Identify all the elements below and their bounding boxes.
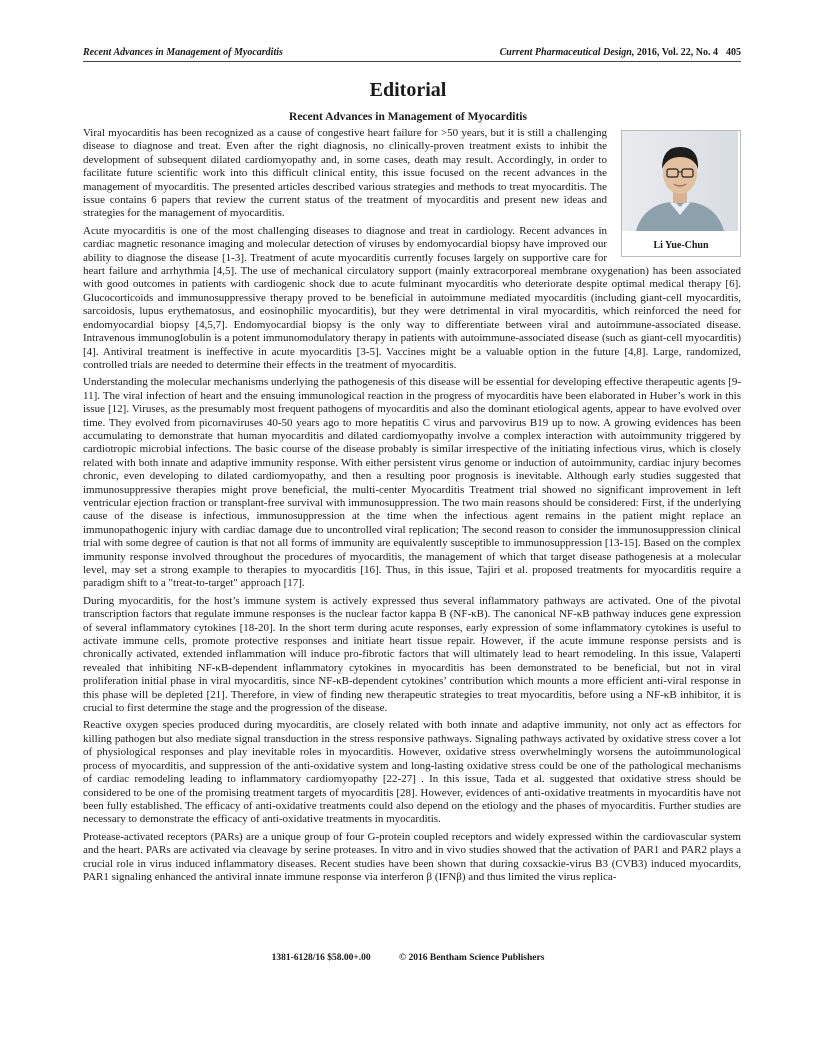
paragraph: Protease-activated receptors (PARs) are a unique group of four G-protein coupled receptors and widely expressed within the cardiovascular system and the heart. PARs are activated via cleavage by serine proteases. In vitro and in vivo studies showed that the activation of PAR1 and PAR2 plays a crucial role in virus induced inflammatory diseases. Recent studies have been shown that during coxsackie-virus B3 (CVB3) induced myocardits, PAR1 signaling enhanced the antiviral innate immune response via interferon β (IFNβ) and thus limited the virus replica- — [83, 830, 741, 883]
running-header — [83, 45, 741, 62]
author-portrait-photo — [622, 131, 738, 231]
journal-name: Current Pharmaceutical Design, — [499, 47, 635, 58]
section-title: Editorial — [369, 79, 447, 101]
copyright: © 2016 Bentham Science Publishers — [399, 953, 545, 963]
paragraph: Viral myocarditis has been recognized as a cause of congestive heart failure for >50 years, but it is still a challenging disease to diagnose and treat. Even after the right diagnosis, no clinically-proven treatment exists to inhibit the development of subsequent dilated cardiomyopathy and, in some cases, death may result. Accordingly, in order to facilitate future scientific work into this difficult clinical entity, this issue focused on the recent advances in the management of myocarditis. The presented articles described various strategies and methods to treat myocarditis. The issue contains 6 papers that review the current status of the treatment of myocarditis and present new ideas and strategies for the management of myocarditis. — [83, 127, 607, 220]
volume-issue: 2016, Vol. 22, No. 4 — [634, 47, 718, 58]
photo-caption: Li Yue-Chun — [653, 239, 709, 251]
author-figure — [621, 130, 741, 257]
paragraph: Acute myocarditis is one of the most challenging diseases to diagnose and treat in cardiology. Recent advances in cardiac magnetic resonance imaging and molecular detection of viruses by endomyocardial biopsy have improved our ability to diagnose the disease [1-3]. Treatment of acute myocarditis currently focuses largely on supportive care for heart failure and arrhythmia [4,5]. The use of mechanical circulatory support (mainly extracorporeal membrane oxygenation) has been associated with good outcomes in patients with cardiogenic shock due to acute fulminant myocarditis who deteriorate despite optimal medical therapy [6]. Glucocorticoids and immunosuppressive therapy proved to be beneficial in autoimmune mediated myocarditis (including giant-cell myocarditis, sarcoidosis, lupus erythematosus, and eosinophilic myocarditis), but they were detrimental in viral myocarditis, which reinforced the need for endomyocardial biopsy [4,5,7]. Endomyocardial biopsy is the only way to differentiate between viral and autoimmune-associated disease. Intravenous immunoglobulin is a potent immunomodulatory therapy in patients with autoimmune-associated disease (such as giant-cell myocarditis) [4]. Antiviral treatment is ineffective in acute myocarditis [3-5]. Vaccines might be a valuable option in the future [4,8]. Large, randomized, controlled trials are needed to determine their effects in the treatment of myocarditis. — [83, 224, 741, 371]
paragraph: Reactive oxygen species produced during myocarditis, are closely related with both innate and adaptive immunity, not only act as effectors for killing pathogen but also mediate signal transduction in the stress responsive pathways. Signaling pathways activated by oxidative stress cover a lot of physiological responses and play inevitable roles in myocarditis. However, oxidative stress overwhelmingly worsens the autoimmunological process of myocarditis, and suppression of the anti-oxidative system and long-lasting oxidative stress could be one of the pathological mechanisms of cardiac remodeling leading to inflammatory cardiomyopathy [22-27] . In this issue, Tada et al. suggested that oxidative stress should be considered to be one of the promising treatment targets of myocarditis [28]. However, evidences of anti-oxidative treatments in myocarditis have not been fully established. The efficacy of anti-oxidative treatments could also depend on the etiology and the phases of myocarditis. Further studies are necessary to demonstrate the efficacy of anti-oxidative treatments in myocarditis. — [83, 719, 741, 826]
issn-price: 1381-6128/16 $58.00+.00 — [271, 953, 371, 963]
paragraph: Understanding the molecular mechanisms underlying the pathogenesis of this disease will be essential for developing effective therapeutic agents [9-11]. The viral infection of heart and the ensuing immunological reaction in the progress of myocarditis have been elaborated in Huber’s work in this issue [12]. Viruses, as the presumably most frequent pathogens of myocarditis and also the dominant etiological agents, appear to have evolved over time. They evolved from picornaviruses 40-50 years ago to more hepatitis C virus and parvovirus B19 up to now. A growing evidences has been accumulating to demonstrate that human myocarditis and dilated cardiomyopathy involve a complex interaction with autoimmunity triggered by cardiotropic microbial infections. The basic course of the disease probably is similar irrespective of the initiating infectious virus, which is closely related with both innate and adaptive immunity response. With either persistent virus genome or induction of autoimmunity, cardiac injury becomes chronic, even developing to dilated cardiomyopathy, and then a resulting poor prognosis is inevitable. Although early studies suggested that immunosuppressive therapies might prove beneficial, the multi-center Myocarditis Treatment trial showed no significant improvement in left ventricular ejection fraction or transplant-free survival with immunosuppression. The two main reasons should be considered: First, if the underlying cause of the disease is infectious, immunosuppression at the time when the infectious agent remains in the patient might replace an immunopathogenic injury with cardiac damage due to uncontrolled viral replication; The second reason to consider the immunosuppression clinical trial with some degree of caution is that not all forms of immunity are equivalently susceptible to immunosuppression [13-15]. Based on the complex immunity response involved throughout the procedures of myocarditis, the management of which that target disease pathogenesis at a molecular level, may set a strong example to therapies to myocarditis [16]. Thus, in this issue, Tajiri et al. proposed treatments for myocarditis require a paradigm shift to a "treat-to-target" approach [17]. — [83, 376, 741, 590]
page-number: 405 — [726, 47, 741, 58]
article-title: Recent Advances in Management of Myocarditis — [289, 111, 527, 123]
page-footer — [0, 953, 816, 963]
journal-citation — [500, 47, 741, 58]
paragraph: During myocarditis, for the host’s immune system is actively expressed thus several inflammatory pathways are activated. One of the pivotal transcription factors that regulate immune responses is the nuclear factor kappa B (NF-κB). The canonical NF-κB pathway induces gene expression of several inflammatory cytokines [18-20]. In the short term during acute responses, early expression of some inflammatory cytokines is useful to activate immune cells, promote protective responses and initiate heart tissue repair. However, if the acute immune response persists and is chronically activated, extended inflammation will induce pro-fibrotic factors that will ultimately lead to heart remodeling. In this issue, Valaperti revealed that inhibiting NF-κB-dependent inflammatory cytokines in myocarditis has been demonstrated to be beneficial, but not in viral proliferation initial phase in viral myocarditis, since NF-κB-dependent cytokines’ contribution which mounts a more efficient anti-viral response in this phase will be depleted [21]. Therefore, in view of finding new therapeutic strategies to treat myocarditis, before using a NF-κB inhibitor, it is crucial to first determine the stage and the progression of the disease. — [83, 594, 741, 715]
running-title: Recent Advances in Management of Myocarditis — [83, 47, 283, 58]
article-body — [83, 127, 741, 888]
